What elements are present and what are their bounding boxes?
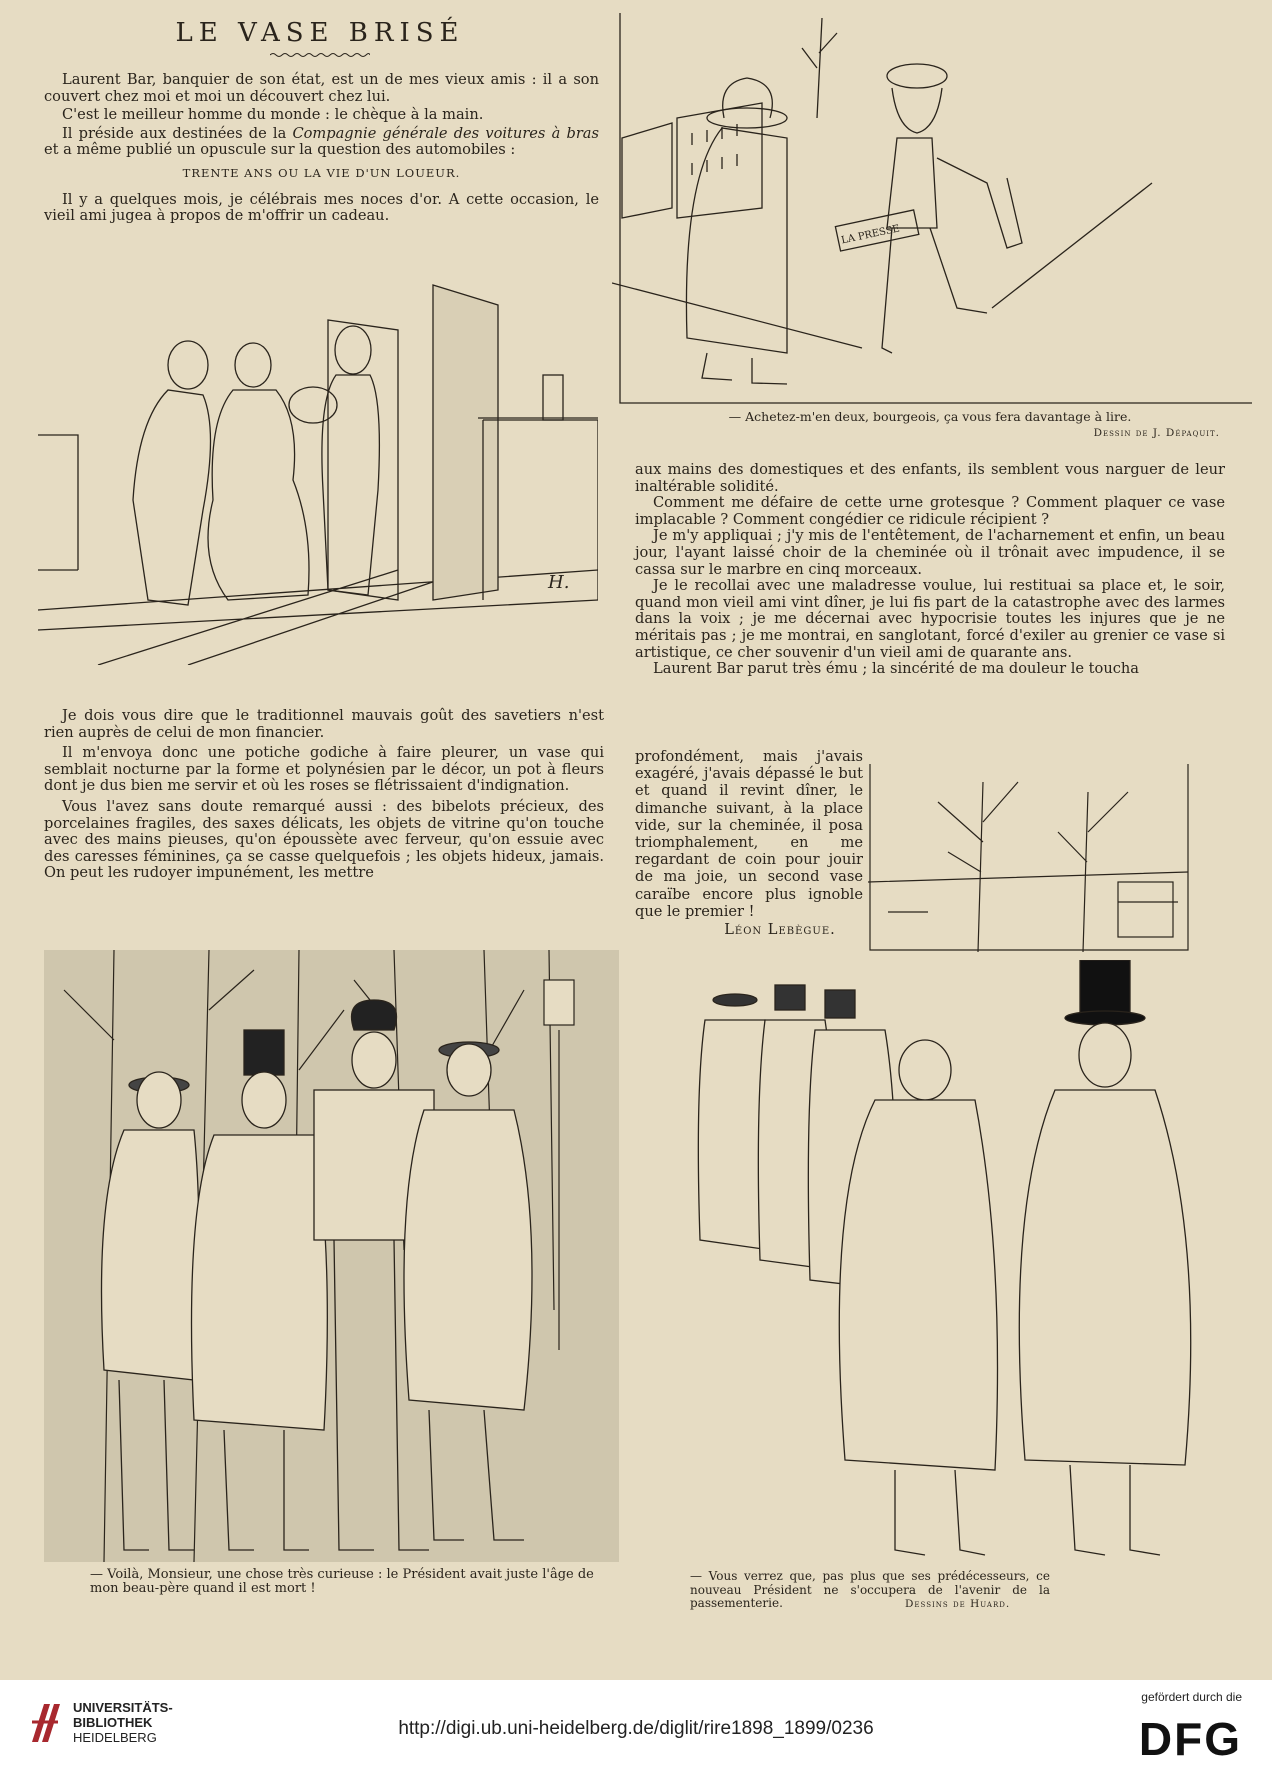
- dfg-logo: DFG: [1138, 1713, 1242, 1765]
- illustration-newspaper-seller: [612, 8, 1262, 408]
- library-name: UNIVERSITÄTS- BIBLIOTHEK HEIDELBERG: [73, 1700, 173, 1745]
- illustration-men-reading-paper: [44, 950, 619, 1562]
- paragraph: Je m'y appliquai ; j'y mis de l'entêtement, de l'acharnement et enfin, un beau jour, l'ayant laissé choir de la cheminée où il trônait avec impudence, il se cassa sur le marbre en cinq morceaux.: [635, 527, 1225, 578]
- illustration-winter-trees: [868, 762, 1193, 952]
- article-title: LE VASE BRISÉ: [175, 18, 465, 48]
- paragraph: C'est le meilleur homme du monde : le chèque à la main.: [62, 106, 484, 124]
- article-right-narrow: [635, 748, 863, 920]
- press-label: LA PRESSE: [840, 223, 901, 247]
- paragraph: Je dois vous dire que le traditionnel mauvais goût des savetiers n'est rien auprès de celui de mon financier.: [44, 707, 604, 741]
- credit-top-right: Dessin de J. Dépaquit.: [1093, 427, 1220, 439]
- paragraph: Laurent Bar parut très ému ; la sincérité de ma douleur le toucha: [653, 660, 1140, 678]
- paragraph: Comment me défaire de cette urne grotesque ? Comment plaquer ce vase implacable ? Comment congédier ce ridicule récipient ?: [635, 494, 1225, 528]
- paragraph: Vous l'avez sans doute remarqué aussi : des bibelots précieux, des porcelaines fragiles, des saxes délicats, les objets de vitrine qu'on touche avec des mains pieuses, qu'on époussète avec ferveur, qu'on essuie avec des caresses féminines, ça se casse quelquefois ; les objets hideux, jamais. On peut les rudoyer impunément, les mettre: [44, 797, 604, 882]
- paragraph: Je le recollai avec une maladresse voulue, lui restituai sa place et, le soir, quand mon vieil ami vint dîner, je lui fis part de la catastrophe avec des larmes dans la voix ; je me décernai avec hypocrisie toutes les injures que je ne méritais pas ; je me montrai, en sanglotant, forcé d'exiler au grenier ce vase si artistique, ce cher souvenir d'un vieil ami de quarante ans.: [635, 577, 1225, 661]
- book-title: TRENTE ANS OU LA VIE D'UN LOUEUR.: [182, 165, 461, 180]
- funded-by-label: gefördert durch die: [1141, 1690, 1242, 1704]
- title-ornament: [270, 52, 370, 58]
- paragraph: Laurent Bar, banquier de son état, est un de mes vieux amis : il a son couvert chez moi et moi un découvert chez lui.: [44, 71, 599, 105]
- paragraph: profondément, mais j'avais exagéré, j'avais dépassé le but et quand il revint dîner, le dimanche suivant, à la place vide, sur la cheminée, il posa triomphalement, en me regardant de coin pour jouir de ma joie, un second vase caraïbe encore plus ignoble que le premier !: [635, 748, 863, 920]
- paragraph: Il m'envoya donc une potiche godiche à faire pleurer, un vase qui semblait nocturne par la forme et polynésien par le décor, un pot à fleurs dont je dus bien me servir et où les roses se flétrissaient d'indignation.: [44, 744, 604, 795]
- caption-top-right: — Achetez-m'en deux, bourgeois, ça vous fera davantage à lire.: [728, 409, 1132, 424]
- illustration-gift-scene: [38, 270, 598, 665]
- illustration-men-in-top-hats: [675, 960, 1235, 1562]
- svg-text:H.: H.: [548, 572, 570, 593]
- article-right-column: [635, 462, 1225, 678]
- caption-bottom-left: — Voilà, Monsieur, une chose très curieuse : le Président avait juste l'âge de mon beau-père quand il est mort !: [90, 1567, 594, 1596]
- article-middle-left: [44, 708, 604, 882]
- paragraph: Il y a quelques mois, je célébrais mes noces d'or. A cette occasion, le vieil ami jugea à propos de m'offrir un cadeau.: [44, 190, 599, 225]
- paragraph: Il préside aux destinées de la Compagnie générale des voitures à bras et a même publié un opuscule sur la question des automobiles :: [44, 124, 599, 159]
- source-url-link[interactable]: http://digi.ub.uni-heidelberg.de/diglit/rire1898_1899/0236: [398, 1718, 874, 1739]
- article-intro: [44, 72, 599, 225]
- paragraph: aux mains des domestiques et des enfants, ils semblent vous narguer de leur inaltérable solidité.: [635, 461, 1225, 495]
- author-signature: Léon Lebègue.: [724, 921, 836, 938]
- caption-bottom-right: — Vous verrez que, pas plus que ses prédécesseurs, ce nouveau Président ne s'occupera de l'avenir de la passementerie.: [690, 1569, 1050, 1610]
- digital-library-footer: [0, 1680, 1272, 1777]
- credit-bottom-right: Dessins de Huard.: [905, 1598, 1011, 1610]
